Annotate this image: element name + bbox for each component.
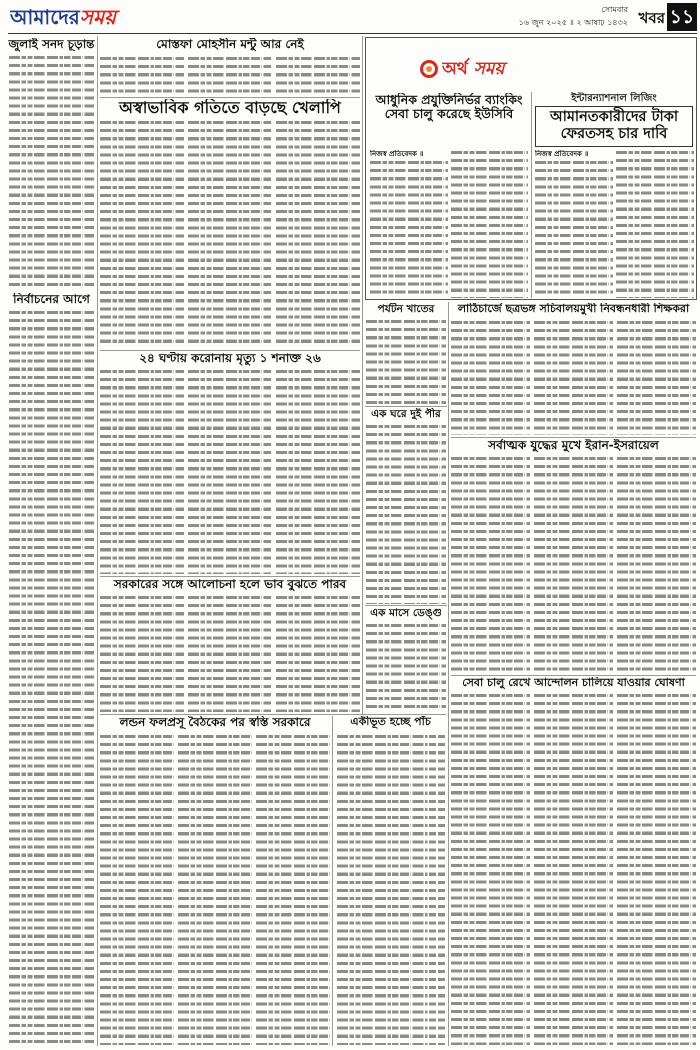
article-body-text bbox=[617, 694, 696, 1045]
article-body-text bbox=[188, 596, 271, 712]
column-rule bbox=[531, 92, 532, 298]
article-rule bbox=[451, 437, 696, 438]
article-body-text bbox=[256, 735, 330, 1045]
article-body-text bbox=[366, 624, 446, 712]
article-rule bbox=[100, 714, 446, 715]
ortho-shomoy-logo bbox=[442, 58, 527, 82]
article-body-text bbox=[617, 321, 696, 435]
article-body-text bbox=[451, 694, 530, 1045]
section-label: খবর bbox=[638, 9, 665, 27]
article-body-text bbox=[100, 121, 184, 348]
article-body-text bbox=[276, 121, 360, 348]
logo-part-shomoy: সময় bbox=[79, 5, 116, 29]
article-rule bbox=[100, 576, 360, 577]
byline-ucb: নিজস্ব প্রতিবেদক ॥ bbox=[370, 150, 424, 158]
article-body-text bbox=[366, 320, 446, 405]
page-number: ১১ bbox=[667, 3, 697, 31]
article-rule bbox=[451, 675, 696, 676]
ortho-shomoy-emblem-icon bbox=[420, 60, 438, 78]
article-body-text bbox=[188, 370, 271, 574]
article-body-text bbox=[188, 57, 271, 94]
ortho-logo-part-ortho: অর্থ bbox=[442, 59, 468, 79]
issue-date: ১৬ জুন ২০২৫ ॥ ২ আষাঢ় ১৪৩২ bbox=[518, 18, 628, 27]
article-body-text bbox=[534, 321, 613, 435]
article-body-text bbox=[9, 56, 94, 291]
logo-part-amader: আমাদের bbox=[10, 5, 80, 29]
article-body-text bbox=[451, 321, 530, 435]
column-rule bbox=[362, 36, 363, 714]
headline-dengue: এক মাসে ডেঙ্গু bbox=[370, 607, 442, 619]
article-body-text bbox=[276, 596, 360, 712]
column-rule bbox=[448, 302, 449, 1046]
article-body-text bbox=[534, 457, 613, 673]
article-rule bbox=[365, 605, 447, 606]
article-body-text bbox=[9, 311, 94, 1045]
article-body-text bbox=[337, 735, 445, 1045]
headline-iran-israel: সর্বাত্মক যুদ্ধের মুখে ইরান-ইসরায়েল bbox=[488, 439, 659, 452]
article-body-text bbox=[188, 121, 271, 348]
masthead-rule bbox=[8, 33, 697, 34]
article-body-text bbox=[535, 161, 613, 298]
headline-montu: মোস্তফা মোহসীন মন্টু আর নেই bbox=[156, 38, 304, 51]
article-body-text bbox=[451, 151, 528, 298]
article-body-text bbox=[100, 596, 184, 712]
column-rule bbox=[332, 716, 333, 1046]
headline-default-loans: অস্বাভাবিক গতিতে বাড়ছে খেলাপি bbox=[119, 99, 341, 117]
article-body-text bbox=[616, 151, 694, 298]
article-body-text bbox=[617, 457, 696, 673]
issue-day: সোমবার bbox=[601, 5, 628, 14]
article-body-text bbox=[276, 370, 360, 574]
article-body-text bbox=[178, 735, 252, 1045]
kicker-ilfsl: ইন্টারন্যাশনাল লিজিং bbox=[571, 93, 657, 104]
headline-ucb: আধুনিক প্রযুক্তিনির্ভর ব্যাংকিং সেবা চালু করেছে ইউসিবি bbox=[375, 93, 523, 122]
headline-two-pirs: এক ঘরে দুই পীর bbox=[371, 408, 441, 420]
article-body-text bbox=[100, 735, 174, 1045]
ortho-logo-part-shomoy: সময় bbox=[473, 59, 505, 79]
article-rule bbox=[100, 97, 360, 98]
headline-ilfsl: আমানতকারীদের টাকা ফেরতসহ চার দাবি bbox=[535, 106, 693, 147]
headline-before-election: নির্বাচনের আগে bbox=[13, 293, 90, 306]
article-body-text bbox=[100, 57, 184, 94]
headline-service-movement: সেবা চালু রেখে আন্দোলন চালিয়ে যাওয়ার ঘোষণা bbox=[462, 677, 685, 689]
headline-july-charter: জুলাই সনদ চূড়ান্ত bbox=[8, 38, 95, 51]
article-body-text bbox=[100, 370, 184, 574]
article-rule bbox=[365, 406, 447, 407]
headline-teachers: লাঠিচার্জে ছত্রভঙ্গ সচিবালয়মুখী নিবন্ধনধারী শিক্ষকরা bbox=[457, 303, 690, 315]
article-body-text bbox=[366, 425, 446, 604]
article-body-text bbox=[534, 694, 613, 1045]
article-body-text bbox=[276, 57, 360, 94]
column-rule bbox=[97, 36, 98, 1046]
newspaper-logo bbox=[10, 5, 160, 31]
article-body-text bbox=[451, 457, 530, 673]
headline-merger: একীভূত হচ্ছে পাঁচ bbox=[350, 716, 431, 728]
article-body-text bbox=[370, 161, 448, 298]
headline-govt-talks: সরকারের সঙ্গে আলোচনা হলে ভাব বুঝতে পারব bbox=[113, 578, 347, 591]
byline-ilfsl: নিজস্ব প্রতিবেদক ॥ bbox=[535, 150, 589, 158]
headline-london: লন্ডন ফলপ্রসূ বৈঠকের পর স্বস্তি সরকারে bbox=[119, 716, 311, 729]
article-rule bbox=[100, 350, 360, 351]
headline-tourism: পর্যটন খাতের bbox=[377, 303, 435, 315]
headline-corona: ২৪ ঘণ্টায় করোনায় মৃত্যু ১ শনাক্ত ২৬ bbox=[139, 352, 321, 365]
